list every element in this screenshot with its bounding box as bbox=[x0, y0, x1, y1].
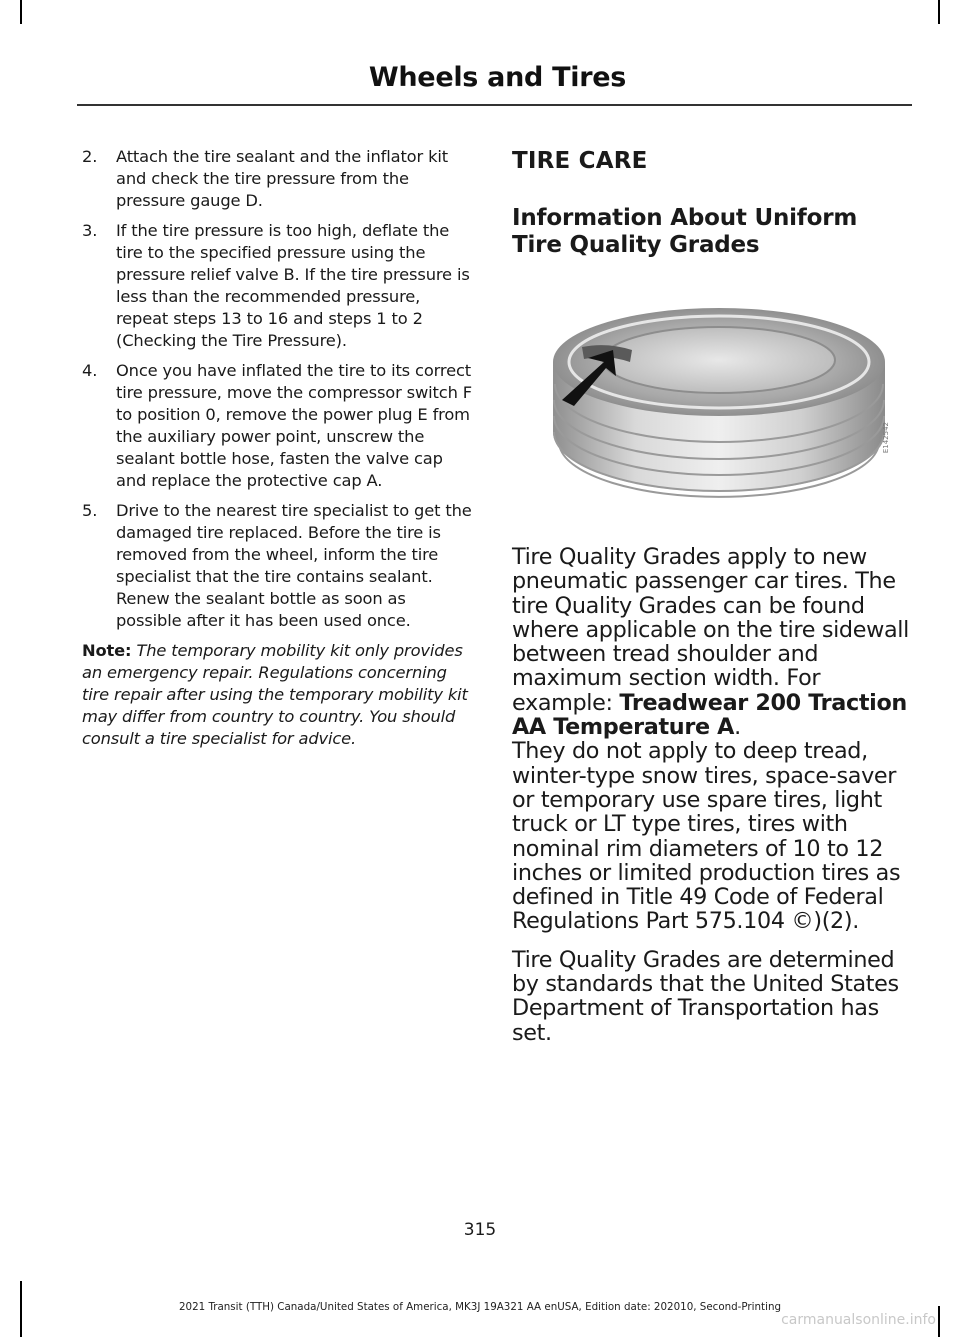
paragraph-end: . bbox=[734, 714, 741, 741]
step-text: Drive to the nearest tire specialist to get the damaged tire replaced. Before the tire is removed from the wheel, inform the tire specialist that the tire contains sealant. Renew the sealant bottle as soon as possible after it has been used once. bbox=[116, 501, 472, 630]
right-column bbox=[512, 146, 912, 259]
tire-icon bbox=[512, 292, 912, 512]
figure-code: E142542 bbox=[882, 422, 890, 454]
step-number: 3. bbox=[82, 221, 98, 240]
list-item bbox=[82, 146, 476, 212]
crop-mark-top-right bbox=[938, 0, 940, 24]
note-block bbox=[82, 640, 476, 750]
step-number: 2. bbox=[82, 147, 98, 166]
step-text: Attach the tire sealant and the inflator kit and check the tire pressure from the pressure gauge D. bbox=[116, 147, 448, 210]
left-column bbox=[82, 146, 476, 750]
page-number: 315 bbox=[463, 1220, 497, 1240]
paragraph bbox=[512, 545, 910, 739]
example-grades: Treadwear 200 Traction AA Temperature A bbox=[512, 689, 907, 741]
paragraph: They do not apply to deep tread, winter-type snow tires, space-saver or temporary use spare tires, light truck or LT type tires, tires with nominal rim diameters of 10 to 12 inches or limited production tires as defined in Title 49 Code of Federal Regulations Part 575.104 ©)(2). bbox=[512, 738, 901, 935]
crop-mark-top-left bbox=[20, 0, 22, 24]
watermark: carmanualsonline.info bbox=[781, 1312, 936, 1328]
section-title: TIRE CARE bbox=[512, 148, 648, 174]
step-text: If the tire pressure is too high, deflate the tire to the specified pressure using the pressure relief valve B. If the tire pressure is less than the recommended pressure, repeat steps 13 to 16 and steps 1 to 2 (Checking the Tire Pressure). bbox=[116, 221, 470, 350]
paragraph-text: Tire Quality Grades apply to new pneumatic passenger car tires. The tire Quality Grades can be found where applicable on the tire sidewall between tread shoulder and maximum section width. For example: bbox=[512, 544, 909, 716]
note-text: The temporary mobility kit only provides an emergency repair. Regulations concerning tire repair after using the temporary mobility kit may differ from country to country. You should consult a tire specialist for advice. bbox=[82, 641, 468, 748]
edition-footer: 2021 Transit (TTH) Canada/United States of America, MK3J 19A321 AA enUSA, Edition date: 202010, Second-Printing bbox=[178, 1301, 782, 1313]
list-item bbox=[82, 360, 476, 492]
step-text: Once you have inflated the tire to its correct tire pressure, move the compressor switch F to position 0, remove the power plug E from the auxiliary power point, unscrew the sealant bottle hose, fasten the valve cap and replace the protective cap A. bbox=[116, 361, 472, 490]
page-header-title: Wheels and Tires bbox=[368, 62, 626, 93]
body-text bbox=[512, 545, 910, 1059]
tire-illustration bbox=[512, 292, 912, 512]
header-divider bbox=[77, 104, 912, 106]
list-item bbox=[82, 220, 476, 352]
paragraph: Tire Quality Grades are determined by standards that the United States Department of Transportation has set. bbox=[512, 946, 899, 1046]
note-label: Note: bbox=[82, 641, 132, 660]
step-number: 5. bbox=[82, 501, 98, 520]
list-item bbox=[82, 500, 476, 632]
subsection-title: Information About Uniform Tire Quality Grades bbox=[512, 205, 858, 258]
step-number: 4. bbox=[82, 361, 98, 380]
